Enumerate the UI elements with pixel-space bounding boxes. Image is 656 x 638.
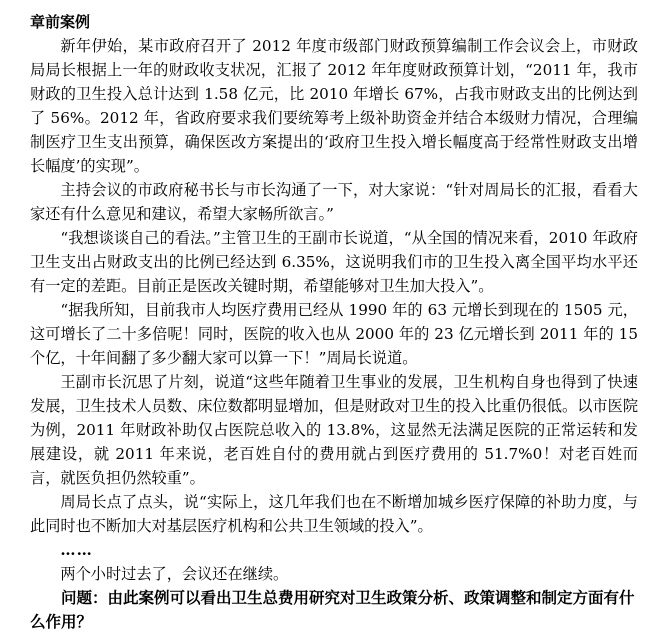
paragraph-director-response: 周局长点了点头，说“实际上，这几年我们也在不断增加城乡医疗保障的补助力度，与此同时也不断加大对基层医疗机构和公共卫生领域的投入”。	[30, 493, 638, 535]
paragraph-director-costs: “据我所知，目前我市人均医疗费用已经从 1990 年的 63 元增长到现在的 1505 元，这可增长了二十多倍呢！同时，医院的收入也从 2000 年的 23 亿元增长到 2011 年的 15 个亿，十年间翻了多少翻大家可以算一下！”周局长说道。	[30, 301, 638, 367]
paragraph-budget-report: 新年伊始，某市政府召开了 2012 年度市级部门财政预算编制工作会议会上，市财政局局长根据上一年的财政收支状况，汇报了 2012 年年度财政预算计划，“2011 年，我市财政的卫生投入总计达到 1.58 亿元，比 2010 年增长 67%，占我市财政支出的比例达到了 56%。2012 年，省政府要求我们要统筹考上级补助资金并结合本级财力情况，合理编制医疗卫生支出预算，确保医改方案提出的‘政府卫生投入增长幅度高于经常性财政支出增长幅度’的实现”。	[30, 37, 638, 175]
discussion-question: 问题：由此案例可以看出卫生总费用研究对卫生政策分析、政策调整和制定方面有什么作用？	[30, 589, 635, 631]
paragraph-secretary: 主持会议的市政府秘书长与市长沟通了一下，对大家说：“针对周局长的汇报，看看大家还有什么意见和建议，希望大家畅所欲言。”	[30, 181, 638, 223]
paragraph-closing: 两个小时过去了，会议还在继续。	[60, 565, 289, 583]
paragraph-vice-mayor-hospital: 王副市长沉思了片刻，说道“这些年随着卫生事业的发展，卫生机构自身也得到了快速发展，卫生技术人员数、床位数都明显增加，但是财政对卫生的投入比重仍很低。以市医院为例，2011 年财政补助仅占医院总收入的 13.8%，这显然无法满足医院的正常运转和发展建设，就 2011 年来说，老百姓自付的费用就占到医疗费用的 51.7%0！对老百姓而言，就医负担仍然较重”。	[30, 373, 638, 487]
section-heading: 章前案例	[30, 13, 91, 31]
paragraph-vice-mayor-view: “我想谈谈自己的看法。”主管卫生的王副市长说道，“从全国的情况来看，2010 年政府卫生支出占财政支出的比例已经达到 6.35%，这说明我们市的卫生投入离全国平均水平还有一定的差距。目前正是医改关键时期，希望能够对卫生加大投入”。	[30, 229, 638, 295]
ellipsis: ……	[60, 541, 93, 559]
